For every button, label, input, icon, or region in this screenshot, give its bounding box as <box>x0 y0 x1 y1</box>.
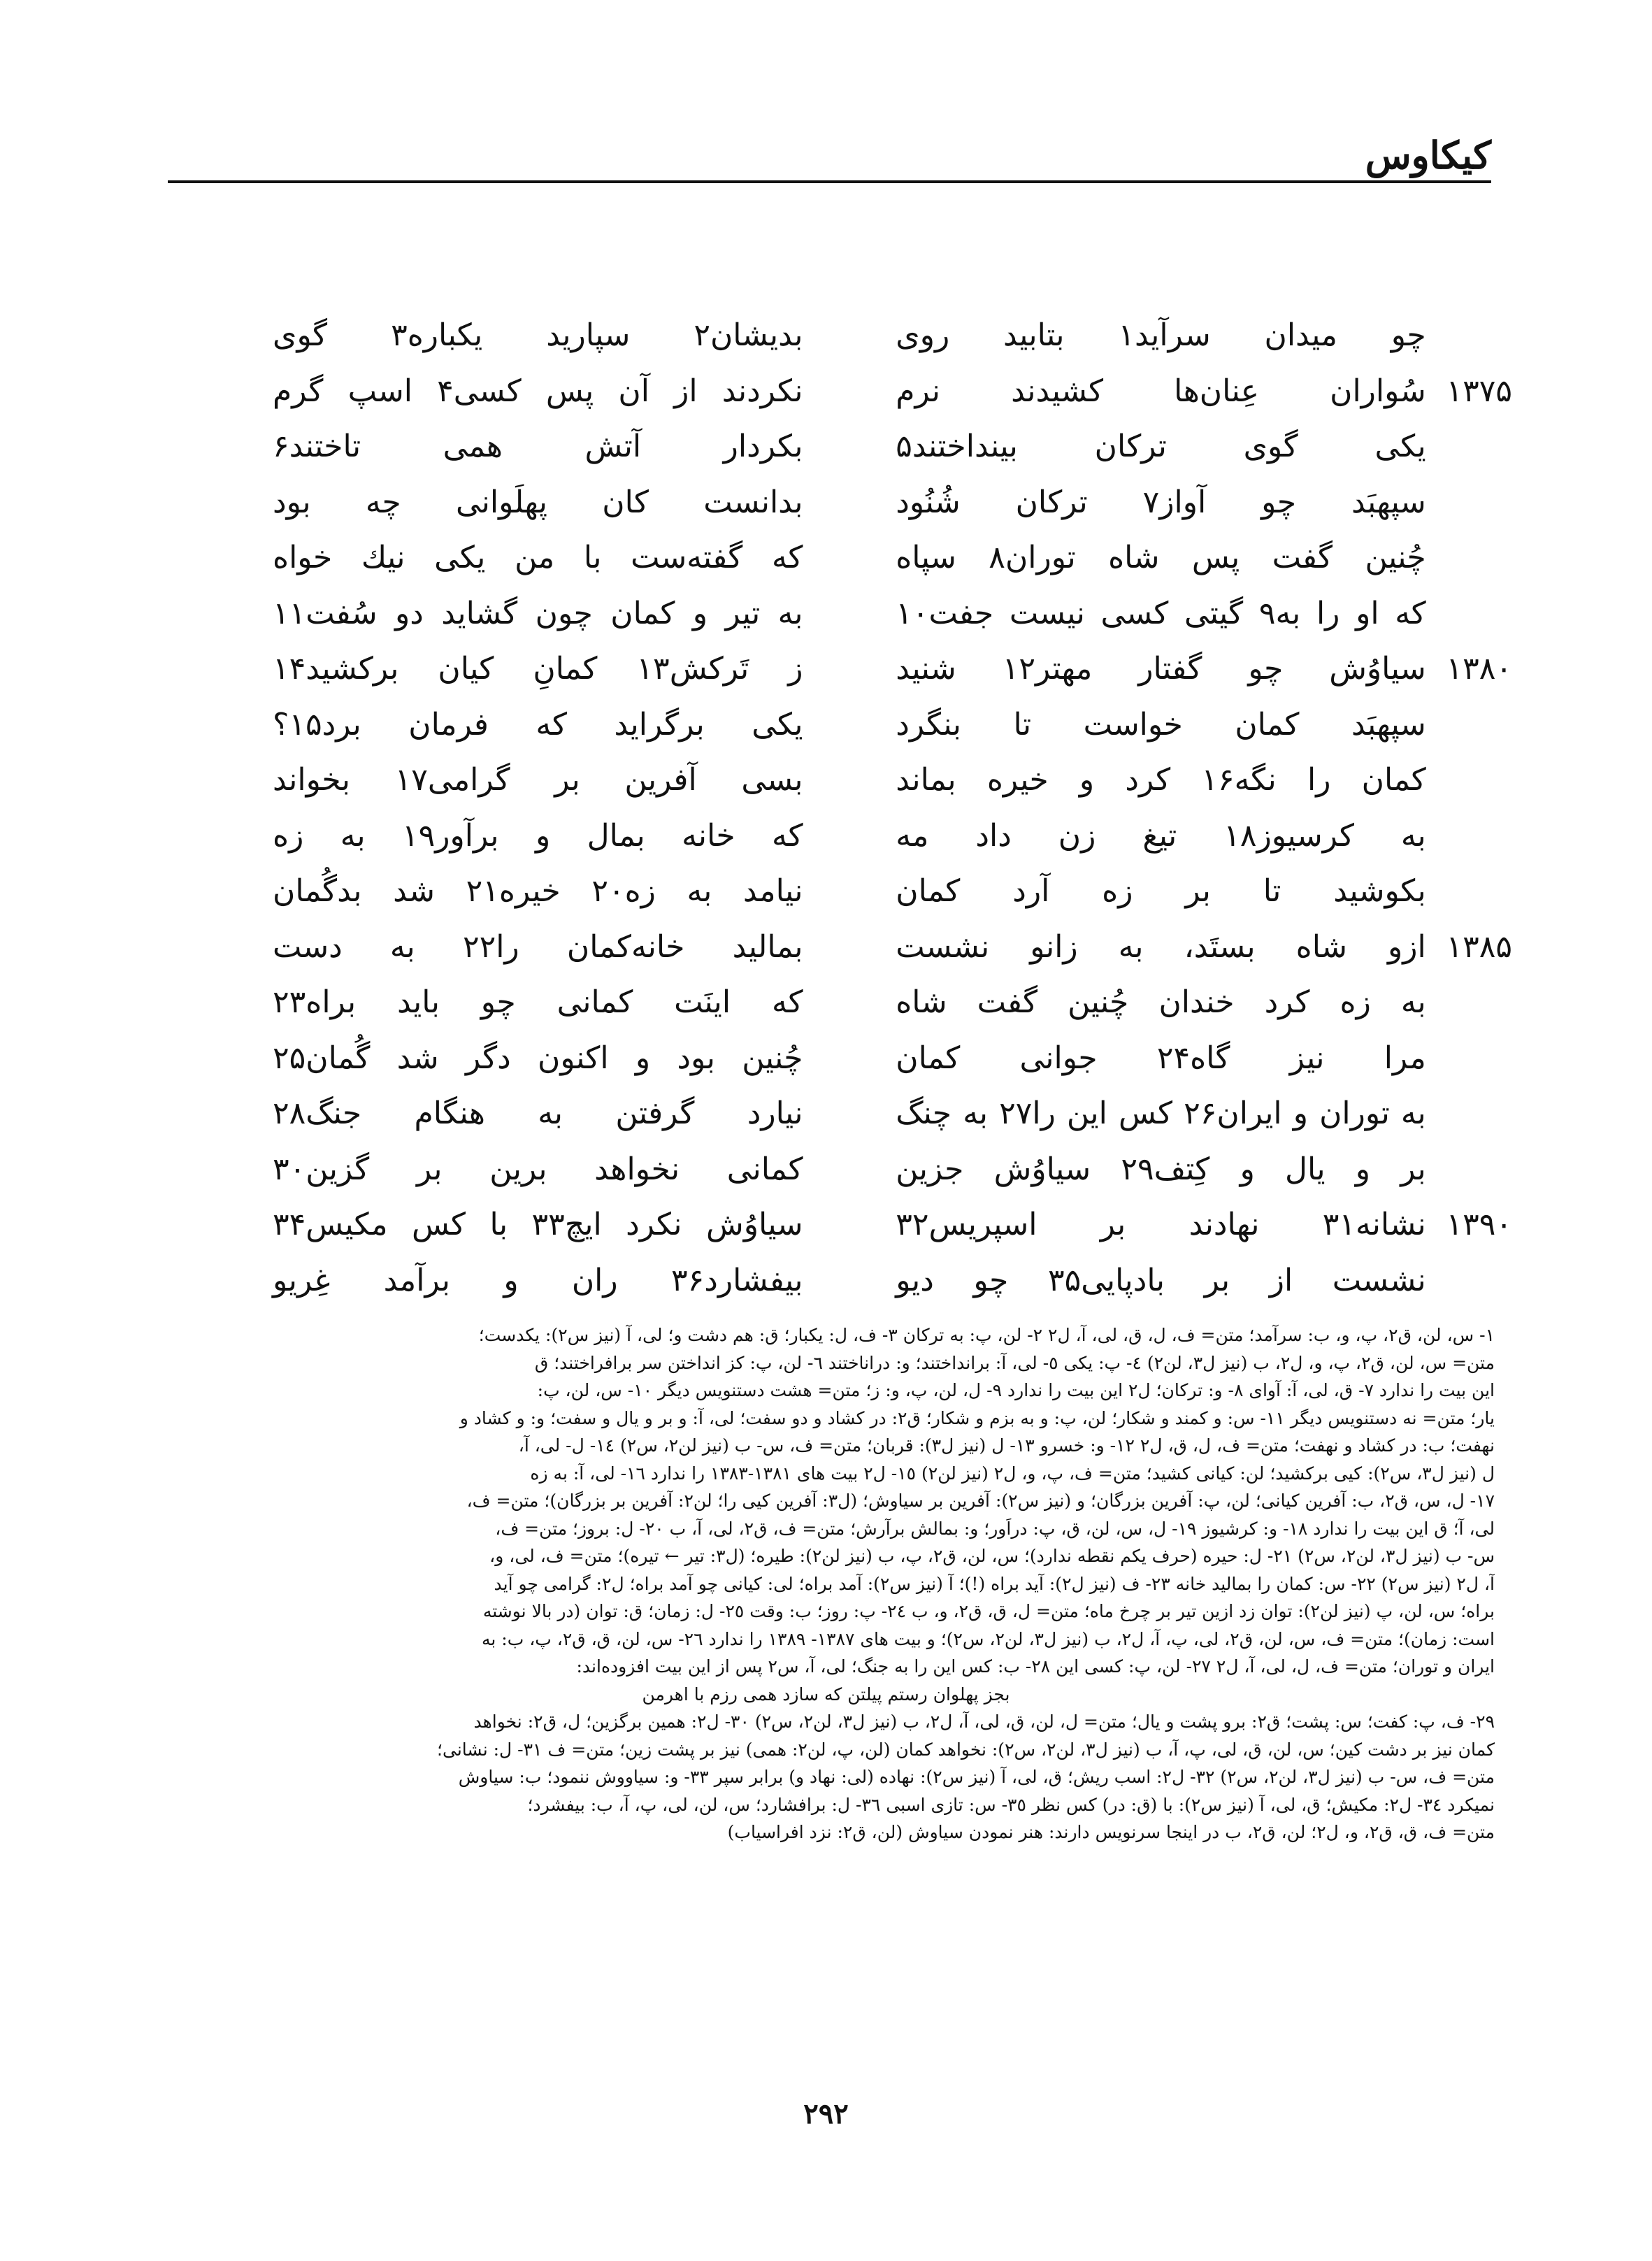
verse-row <box>273 863 1512 919</box>
first-hemistich: یکی گوی ترکان بینداختند۵ <box>896 429 1426 465</box>
second-hemistich: نیامد به زه۲۰ خیره۲۱ شد بدگُمان <box>273 873 803 910</box>
verse-row <box>273 475 1512 531</box>
first-hemistich: به کرسیوز۱۸ تیغ زن داد مه <box>896 817 1426 854</box>
verse-row <box>273 975 1512 1031</box>
second-hemistich: سیاوُش نکرد ایچ۳۳ با کس مکیس۳۴ <box>273 1207 803 1243</box>
page-number: ۲۹۲ <box>803 2097 849 2130</box>
first-hemistich: چُنین گفت پس شاه توران۸ سپاه <box>896 540 1426 576</box>
first-hemistich: که او را به۹ گیتی کسی نیست جفت۱۰ <box>896 595 1426 631</box>
footnote-line: ۱- س، لن، ق۲، پ، و، ب: سرآمد؛ متن= ف، ل، ق، لی، آ، ل۲ ۲- لن، پ: به ترکان ۳- ف، ل: یکبار؛ ق: هم دشت و؛ لی، آ (نیز س۲): یکدست؛ <box>478 1325 1495 1345</box>
footnote-line: ل (نیز ل۳، س۲): کیی برکشید؛ لن: کیانی کشید؛ متن= ف، پ، و، ل۲ (نیز لن۲) ١٥- ل۲ بیت های ۱۳۸۱-۱۳۸۳ را ندارد ١٦- لی، آ: به زه <box>530 1463 1495 1484</box>
verse-row <box>273 530 1512 586</box>
footnote-line: است: زمان)؛ متن= ف، س، لن، ق۲، لی، پ، آ، ل۲، ب (نیز ل۳، لن۲، س۲)؛ و بیت های ۱۳۸۷- ۱۳۸۹ را ندارد ٢٦- س، لن، ق، ق۲، پ، ب: به <box>481 1628 1495 1649</box>
verse-row <box>273 697 1512 753</box>
second-hemistich: بسی آفرین بر گرامی۱۷ بخواند <box>273 762 803 798</box>
verse-row <box>273 1086 1512 1142</box>
first-hemistich: کمان را نگه۱۶ کرد و خیره بماند <box>896 762 1426 798</box>
first-hemistich: چو میدان سرآید۱ بتابید روی <box>896 317 1426 354</box>
first-hemistich: بکوشید تا بر زه آرد کمان <box>896 873 1426 910</box>
second-hemistich: که اینَت کمانی چو باید براه۲۳ <box>273 984 803 1021</box>
verse-block <box>273 308 1512 1308</box>
second-hemistich: نیارد گرفتن به هنگام جنگ۲۸ <box>273 1096 803 1132</box>
footnote-line: یار؛ متن= نه دستنویس دیگر ١١- س: و کمند و شکار؛ لن، پ: و به بزم و شکار؛ ق۲: در کشاد و دو سفت؛ لی، آ: و بر و یال و سفت؛ و: و کشاد و <box>459 1407 1495 1428</box>
footnote-line: براه؛ س، لن، پ (نیز لن۲): توان زد ازین تیر بر چرخ ماه؛ متن= ل، ق، ق۲، و، ب ٢٤- پ: روز؛ ب: وقت ٢٥- ل: زمان؛ ق: توان (در بالا نوشته <box>482 1601 1495 1621</box>
footnote-line: نمیکرد ٣٤- ل۲: مکیش؛ ق، لی، آ (نیز س۲): با (ق: در) کس نظر ٣٥- س: تازی اسبی ٣٦- ل: برافشارد؛ س، لن، لی، پ، آ، ب: بیفشرد؛ <box>527 1794 1495 1815</box>
verse-row <box>273 1253 1512 1309</box>
header-rule <box>168 180 1491 183</box>
verse-number: ۱۳۸۰ <box>1446 651 1512 687</box>
verse-number: ۱۳۹۰ <box>1446 1207 1512 1243</box>
first-hemistich: نشانه۳۱ نهادند بر اسپریس۳۲ <box>896 1207 1426 1243</box>
verse-row <box>273 752 1512 808</box>
footnote-line: ٢٩- ف، پ: کفت؛ س: پشت؛ ق۲: برو پشت و یال؛ متن= ل، لن، ق، لی، آ، ل۲، ب (نیز ل۳، لن۲، س۲) ٣٠- ل۲: همین برگزین؛ ل، ق۲: نخواهد <box>473 1711 1495 1732</box>
first-hemistich: به زه کرد خندان چُنین گفت شاه <box>896 984 1426 1021</box>
footnote-line: متن= ف، س- ب (نیز ل۳، لن۲، س۲) ٣٢- ل۲: اسب ریش؛ ق، لی، آ (نیز س۲): نهاده (لی: نهاد و) برابر سپر ٣٣- و: سیاووش ننمود؛ ب: سیاوش <box>458 1767 1495 1787</box>
footnote-line: س- ب (نیز ل۳، لن۲، س۲) ٢١- ل: حیره (حرف یکم نقطه ندارد)؛ س، لن، ق۲، پ، ب (نیز لن۲): طیره؛ (ل۳: تیر ← تیره)؛ متن= ف، لی، و، <box>489 1546 1495 1566</box>
verse-row <box>273 419 1512 475</box>
second-hemistich: نکردند از آن پس کسی۴ اسپ گرم <box>273 373 803 409</box>
second-hemistich: که گفته‌ست با من یکی نیك خواه <box>273 540 803 576</box>
verse-row <box>273 586 1512 642</box>
footnote-line: متن= س، لن، ق۲، پ، و، ل۲، ب (نیز ل۳، لن۲) ٤- پ: یکی ٥- لی، آ: برانداختند؛ و: دراناختند ٦- لن، پ: کز انداختن سر برافراختند؛ ق <box>534 1352 1495 1373</box>
footnote-line: بجز پهلوان رستم پیلتن که سازد همی رزم با اهرمن <box>642 1684 1010 1704</box>
first-hemistich: سپهبَد کمان خواست تا بنگرد <box>896 706 1426 742</box>
second-hemistich: ز تَرکش۱۳ کمانِ کیان برکشید۱۴ <box>273 651 803 687</box>
footnote-line: متن= ف، ق، ق۲، و، ل۲؛ لن، ق۲، ب در اینجا سرنویس دارند: هنر نمودن سیاوش (لن، ق۲: نزد افراسیاب) <box>727 1822 1495 1842</box>
footnote-line: کمان نیز بر دشت کین؛ س، لن، ق، لی، پ، آ، ب (نیز ل۳، لن۲، س۲): نخواهد کمان (لن، پ، لن۲: همی) نیز بر پشت زین؛ متن= ف ٣١- ل: نشانی؛ <box>437 1739 1495 1760</box>
verse-number: ۱۳۸۵ <box>1446 928 1512 965</box>
second-hemistich: کمانی نخواهد برین بر گزین۳۰ <box>273 1151 803 1187</box>
footnote-line: آ، ل۲ (نیز س۲) ٢٢- س: کمان را بمالید خانه ٢٣- ف (نیز ل۲): آید براه (!)؛ آ (نیز س۲): آمد براه؛ لی: کیانی چو آمد براه؛ ل۲: گرامی چو آید <box>494 1573 1495 1594</box>
first-hemistich: مرا نیز گاه۲۴ جوانی کمان <box>896 1040 1426 1076</box>
second-hemistich: بدیشان۲ سپارید یکباره۳ گوی <box>273 317 803 354</box>
second-hemistich: که خانه بمال و برآور۱۹ به زه <box>273 817 803 854</box>
second-hemistich: بیفشارد۳۶ ران و برآمد غِریو <box>273 1262 803 1298</box>
second-hemistich: به تیر و کمان چون گشاید دو سُفت۱۱ <box>273 595 803 631</box>
verse-row <box>273 364 1512 419</box>
page-title: کیکاوس <box>1365 133 1491 178</box>
footnote-line: لی، آ؛ ق این بیت را ندارد ١٨- و: کرشیوز ١٩- ل، س، لن، ق، پ: دراَور؛ و: بمالش برآرش؛ متن= ف، ق۲، لی، آ، ب ٢٠- ل: بروز؛ متن= ف، <box>495 1518 1495 1539</box>
verse-row <box>273 1031 1512 1086</box>
footnote-line: این بیت را ندارد ٧- ق، لی، آ: آوای ٨- و: ترکان؛ ل۲ این بیت را ندارد ٩- ل، لن، پ، و: ز؛ متن= هشت دستنویس دیگر ١٠- س، لن، پ: <box>537 1380 1495 1400</box>
second-hemistich: بمالید خانه‌کمان را۲۲ به دست <box>273 928 803 965</box>
second-hemistich: یکی برگراید که فرمان برد۱۵؟ <box>273 706 803 742</box>
second-hemistich: بدانست کان پهلَوانی چه بود <box>273 484 803 520</box>
footnotes <box>157 1321 1495 1846</box>
first-hemistich: بر و یال و کِتف۲۹ سیاوُش جزین <box>896 1151 1426 1187</box>
footnote-line: ایران و توران؛ متن= ف، ل، لی، آ، ل۲ ٢٧- لن، پ: کسی این ٢٨- ب: کس این را به جنگ؛ لی، آ، س۲ پس از این بیت افزوده‌اند: <box>576 1656 1495 1677</box>
first-hemistich: سپهبَد چو آواز۷ ترکان شُنُود <box>896 484 1426 520</box>
footnote-line: ١٧- ل، س، ق۲، ب: آفرین کیانی؛ لن، پ: آفرین بزرگان؛ و (نیز س۲): آفرین بر سیاوش؛ (ل۳: آفرین کیی را؛ لن۲: آفرین بر بزرگان)؛ متن= ف، <box>466 1491 1495 1511</box>
first-hemistich: نشست از بر بادپایی۳۵ چو دیو <box>896 1262 1426 1298</box>
second-hemistich: بکردار آتش همی تاختند۶ <box>273 429 803 465</box>
verse-number: ۱۳۷۵ <box>1446 373 1512 409</box>
first-hemistich: سیاوُش چو گفتار مهتر۱۲ شنید <box>896 651 1426 687</box>
footnote-line: نهفت؛ ب: در کشاد و نهفت؛ متن= ف، ل، ق، ل۲ ١٢- و: خسرو ١٣- ل (نیز ل۳): قربان؛ متن= ف، س- ب (نیز لن۲، س۲) ١٤- ل- لی، آ، <box>518 1435 1495 1456</box>
verse-row <box>273 1197 1512 1253</box>
first-hemistich: سُواران عِنان‌ها کشیدند نرم <box>896 373 1426 409</box>
first-hemistich: به توران و ایران۲۶ کس این را۲۷ به چنگ <box>896 1096 1426 1132</box>
verse-row <box>273 641 1512 697</box>
verse-row <box>273 808 1512 864</box>
second-hemistich: چُنین بود و اکنون دگر شد گُمان۲۵ <box>273 1040 803 1076</box>
verse-row <box>273 308 1512 364</box>
verse-row <box>273 919 1512 975</box>
first-hemistich: ازو شاه بستَد، به زانو نشست <box>896 928 1426 965</box>
verse-row <box>273 1142 1512 1198</box>
